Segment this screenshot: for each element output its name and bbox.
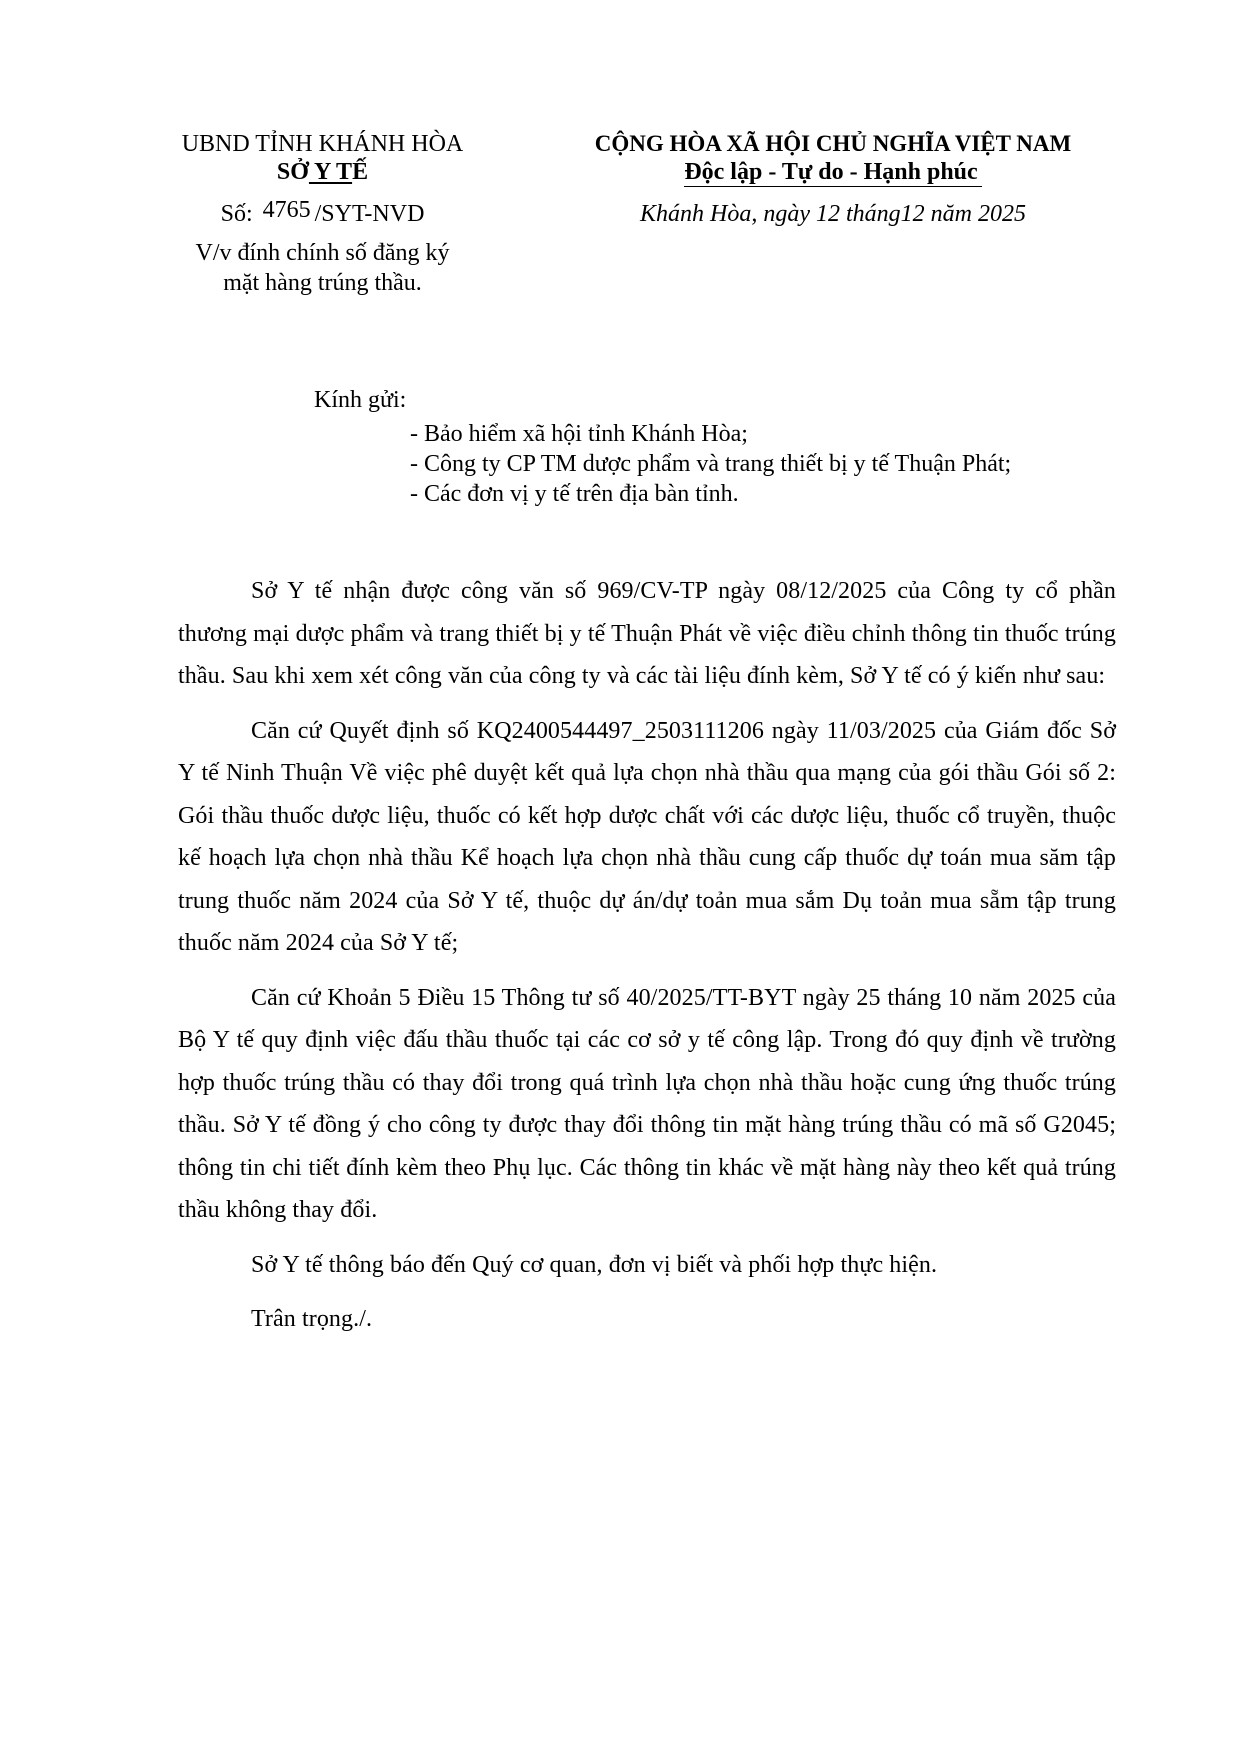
national-motto: [568, 158, 1098, 186]
closing-salutation: Trân trọng./.: [251, 1306, 373, 1332]
nation-title: CỘNG HÒA XÃ HỘI CHỦ NGHĨA VIỆT NAM: [594, 131, 1072, 156]
subject-line-1: V/v đính chính số đăng ký: [195, 240, 450, 266]
recipient-item: - Các đơn vị y tế trên địa bàn tỉnh.: [410, 481, 739, 507]
subject-line-2: mặt hàng trúng thầu.: [223, 270, 422, 296]
recipients-label: Kính gửi:: [314, 387, 407, 413]
body-paragraph: Căn cứ Khoản 5 Điều 15 Thông tư số 40/2025/TT-BYT ngày 25 tháng 10 năm 2025 của Bộ Y tế quy định việc đấu thầu thuốc tại các cơ sở y tế công lập. Trong đó quy định về trường hợp thuốc trúng thầu có thay đổi trong quá trình lựa chọn nhà thầu hoặc cung ứng thuốc trúng thầu. Sở Y tế đồng ý cho công ty được thay đổi thông tin mặt hàng trúng thầu có mã số G2045; thông tin chi tiết đính kèm theo Phụ lục. Các thông tin khác về mặt hàng này theo kết quả trúng thầu không thay đổi.: [178, 984, 1116, 1223]
document-body: [178, 570, 1116, 1355]
document-number-value: 4765: [262, 197, 311, 223]
recipients-list: [314, 419, 1174, 509]
national-motto-text: Độc lập - Tự do - Hạnh phúc: [684, 159, 981, 187]
national-header-block: [568, 130, 1098, 228]
department-name-prefix: SỞ: [276, 159, 309, 185]
body-paragraph: Sở Y tế thông báo đến Quý cơ quan, đơn vị biết và phối hợp thực hiện.: [251, 1251, 938, 1278]
body-paragraph: Sở Y tế nhận được công văn số 969/CV-TP ngày 08/12/2025 của Công ty cổ phần thương mại dược phẩm và trang thiết bị y tế Thuận Phát về việc điều chỉnh thông tin thuốc trúng thầu. Sau khi xem xét công văn của công ty và các tài liệu đính kèm, Sở Y tế có ý kiến như sau:: [178, 578, 1116, 689]
department-name-underlined: Y T: [308, 159, 353, 185]
department-name: [150, 158, 495, 186]
issuing-authority-block: [150, 130, 495, 298]
document-number: [150, 197, 495, 228]
document-number-label: Số:: [220, 201, 253, 227]
recipient-item: - Bảo hiểm xã hội tỉnh Khánh Hòa;: [410, 421, 748, 447]
place-and-date: Khánh Hòa, ngày 12 tháng12 năm 2025: [640, 201, 1026, 227]
document-subject: [150, 238, 495, 298]
recipients-block: [314, 385, 1174, 509]
body-paragraph: Căn cứ Quyết định số KQ2400544497_2503111206 ngày 11/03/2025 của Giám đốc Sở Y tế Ninh Thuận Về việc phê duyệt kết quả lựa chọn nhà thầu qua mạng của gói thầu Gói số 2: Gói thầu thuốc dược liệu, thuốc có kết hợp dược chất với các dược liệu, thuốc cổ truyền, thuộc kế hoạch lựa chọn nhà thầu Kể hoạch lựa chọn nhà thầu cung cấp thuốc dự toán mua săm tập trung thuốc năm 2024 của Sở Y tế, thuộc dự án/dự toản mua sắm Dụ toản mua sẵm tập trung thuốc năm 2024 của Sở Y tế;: [178, 717, 1116, 956]
agency-name: UBND TỈNH KHÁNH HÒA: [181, 131, 464, 157]
document-number-suffix: /SYT-NVD: [314, 201, 425, 227]
recipient-item: - Công ty CP TM dược phẩm và trang thiết bị y tế Thuận Phát;: [410, 451, 1012, 477]
department-name-suffix: Ế: [352, 159, 369, 185]
